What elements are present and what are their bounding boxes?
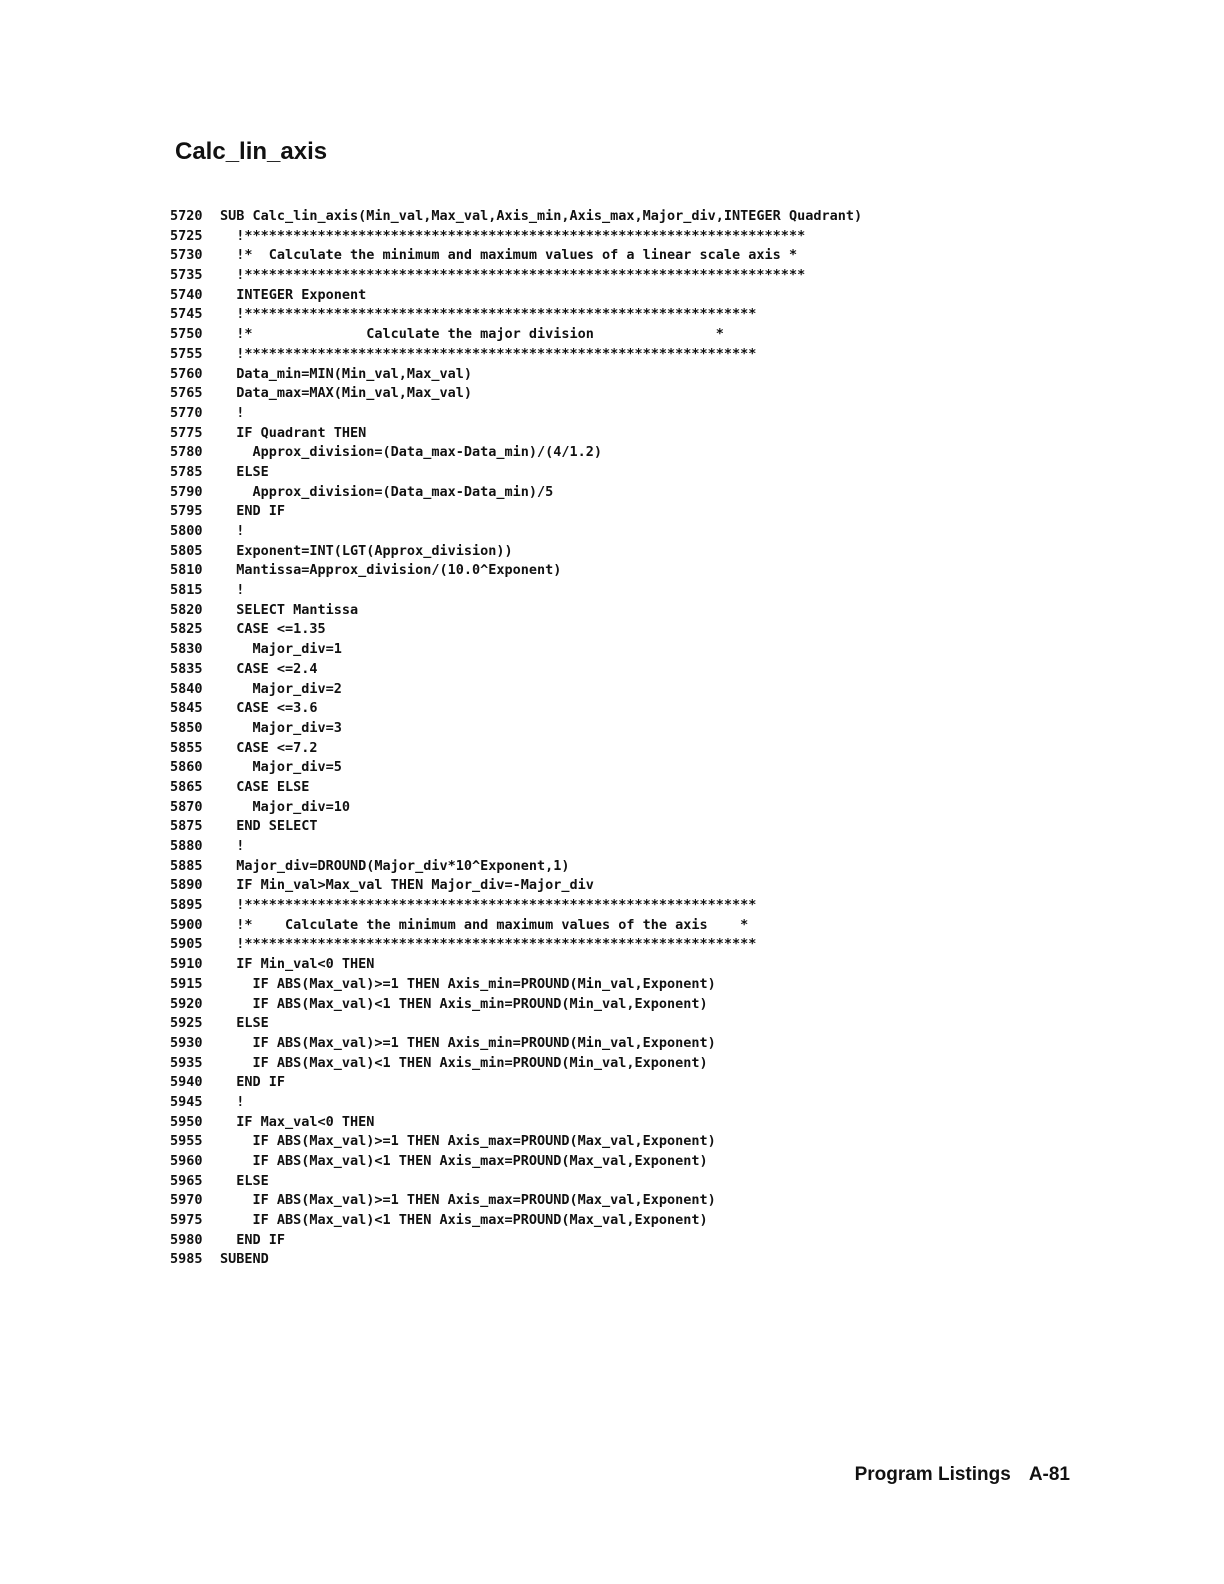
code-line bbox=[170, 542, 930, 562]
code-line bbox=[170, 246, 930, 266]
line-number: 5860 bbox=[170, 759, 203, 776]
line-code: Major_div=5 bbox=[220, 759, 342, 776]
line-number: 5960 bbox=[170, 1153, 203, 1169]
line-code: Approx_division=(Data_max-Data_min)/5 bbox=[220, 483, 554, 500]
line-code: END SELECT bbox=[220, 818, 318, 835]
line-code: IF ABS(Max_val)<1 THEN Axis_max=PROUND(Max_val,Exponent) bbox=[220, 1153, 708, 1169]
line-code: Major_div=3 bbox=[220, 719, 342, 736]
line-code: IF ABS(Max_val)>=1 THEN Axis_max=PROUND(Max_val,Exponent) bbox=[220, 1192, 716, 1209]
code-line bbox=[170, 502, 930, 522]
line-number: 5800 bbox=[170, 523, 203, 539]
line-number: 5855 bbox=[170, 739, 203, 756]
code-line bbox=[170, 345, 930, 365]
line-number: 5870 bbox=[170, 798, 203, 815]
line-number: 5750 bbox=[170, 326, 203, 343]
code-line bbox=[170, 739, 930, 759]
line-number: 5920 bbox=[170, 995, 203, 1012]
code-line bbox=[170, 443, 930, 463]
line-number: 5980 bbox=[170, 1231, 203, 1248]
line-code: Mantissa=Approx_division/(10.0^Exponent) bbox=[220, 562, 562, 579]
code-line bbox=[170, 266, 930, 286]
line-number: 5775 bbox=[170, 424, 203, 441]
line-number: 5910 bbox=[170, 956, 203, 973]
line-code: !*************************************************************** bbox=[220, 345, 757, 362]
code-line bbox=[170, 1014, 930, 1034]
code-line bbox=[170, 424, 930, 444]
line-number: 5970 bbox=[170, 1192, 203, 1209]
line-number: 5905 bbox=[170, 936, 203, 953]
line-number: 5965 bbox=[170, 1172, 203, 1189]
code-line bbox=[170, 995, 930, 1015]
line-number: 5915 bbox=[170, 975, 203, 992]
line-number: 5835 bbox=[170, 660, 203, 677]
line-code: Data_max=MAX(Min_val,Max_val) bbox=[220, 385, 472, 402]
line-number: 5930 bbox=[170, 1034, 203, 1051]
line-number: 5760 bbox=[170, 365, 203, 382]
line-number: 5875 bbox=[170, 818, 203, 835]
code-line bbox=[170, 601, 930, 621]
line-number: 5795 bbox=[170, 503, 203, 520]
line-code: ! bbox=[220, 582, 245, 599]
line-number: 5745 bbox=[170, 306, 203, 323]
line-code: !*************************************************************** bbox=[220, 897, 757, 914]
line-number: 5865 bbox=[170, 778, 203, 795]
line-number: 5895 bbox=[170, 897, 203, 914]
code-line bbox=[170, 522, 930, 542]
page-title: Calc_lin_axis bbox=[175, 138, 328, 165]
code-line bbox=[170, 561, 930, 581]
line-code: !********************************************************************* bbox=[220, 267, 806, 284]
code-line bbox=[170, 817, 930, 837]
line-code: ! bbox=[220, 838, 245, 854]
line-code: INTEGER Exponent bbox=[220, 286, 367, 303]
page-footer bbox=[855, 1464, 1070, 1486]
line-code: !*************************************************************** bbox=[220, 306, 757, 323]
code-line bbox=[170, 758, 930, 778]
code-line bbox=[170, 1073, 930, 1093]
line-code: ELSE bbox=[220, 463, 269, 480]
code-line bbox=[170, 227, 930, 247]
line-number: 5785 bbox=[170, 463, 203, 480]
line-number: 5810 bbox=[170, 562, 203, 579]
code-line bbox=[170, 1034, 930, 1054]
line-code: ! bbox=[220, 404, 245, 421]
line-number: 5725 bbox=[170, 227, 203, 244]
line-number: 5770 bbox=[170, 404, 203, 421]
line-number: 5790 bbox=[170, 483, 203, 500]
line-number: 5955 bbox=[170, 1133, 203, 1150]
line-number: 5805 bbox=[170, 542, 203, 559]
line-code: IF ABS(Max_val)>=1 THEN Axis_max=PROUND(Max_val,Exponent) bbox=[220, 1133, 716, 1150]
code-line bbox=[170, 778, 930, 798]
code-line bbox=[170, 1211, 930, 1231]
line-number: 5845 bbox=[170, 700, 203, 717]
line-code: Data_min=MIN(Min_val,Max_val) bbox=[220, 365, 472, 382]
line-number: 5730 bbox=[170, 247, 203, 264]
line-code: IF Min_val>Max_val THEN Major_div=-Major_div bbox=[220, 877, 594, 894]
line-code: END IF bbox=[220, 1231, 286, 1248]
code-line bbox=[170, 581, 930, 601]
code-line bbox=[170, 660, 930, 680]
code-line bbox=[170, 463, 930, 483]
code-line bbox=[170, 680, 930, 700]
line-number: 5765 bbox=[170, 385, 203, 402]
line-code: !* Calculate the minimum and maximum values of the axis * bbox=[220, 916, 749, 933]
line-code: IF ABS(Max_val)<1 THEN Axis_max=PROUND(Max_val,Exponent) bbox=[220, 1212, 708, 1229]
line-number: 5830 bbox=[170, 641, 203, 658]
line-number: 5780 bbox=[170, 444, 203, 461]
line-number: 5720 bbox=[170, 208, 203, 224]
line-code: IF ABS(Max_val)<1 THEN Axis_min=PROUND(Min_val,Exponent) bbox=[220, 1054, 708, 1071]
code-line bbox=[170, 975, 930, 995]
line-code: ! bbox=[220, 523, 245, 539]
code-line bbox=[170, 837, 930, 857]
line-number: 5885 bbox=[170, 857, 203, 874]
code-line bbox=[170, 1231, 930, 1251]
code-line bbox=[170, 384, 930, 404]
program-listing bbox=[170, 207, 930, 1270]
line-code: Major_div=1 bbox=[220, 641, 342, 658]
line-number: 5755 bbox=[170, 345, 203, 362]
line-code: IF Max_val<0 THEN bbox=[220, 1113, 375, 1130]
line-code: ELSE bbox=[220, 1015, 269, 1032]
line-number: 5935 bbox=[170, 1054, 203, 1071]
line-number: 5940 bbox=[170, 1074, 203, 1091]
code-line bbox=[170, 1191, 930, 1211]
line-number: 5945 bbox=[170, 1093, 203, 1110]
code-line bbox=[170, 719, 930, 739]
line-code: CASE ELSE bbox=[220, 778, 310, 795]
line-number: 5925 bbox=[170, 1015, 203, 1032]
code-line bbox=[170, 483, 930, 503]
code-line bbox=[170, 325, 930, 345]
line-number: 5900 bbox=[170, 916, 203, 933]
code-line bbox=[170, 404, 930, 424]
code-line bbox=[170, 1250, 930, 1270]
line-number: 5740 bbox=[170, 286, 203, 303]
code-line bbox=[170, 935, 930, 955]
line-code: IF ABS(Max_val)<1 THEN Axis_min=PROUND(Min_val,Exponent) bbox=[220, 995, 708, 1012]
line-code: !* Calculate the minimum and maximum values of a linear scale axis * bbox=[220, 247, 798, 264]
line-code: IF Quadrant THEN bbox=[220, 424, 367, 441]
line-number: 5840 bbox=[170, 680, 203, 697]
code-line bbox=[170, 798, 930, 818]
code-line bbox=[170, 699, 930, 719]
line-number: 5975 bbox=[170, 1212, 203, 1229]
line-code: CASE <=1.35 bbox=[220, 621, 326, 638]
code-line bbox=[170, 955, 930, 975]
code-line bbox=[170, 365, 930, 385]
code-line bbox=[170, 305, 930, 325]
code-line bbox=[170, 1113, 930, 1133]
code-line bbox=[170, 1132, 930, 1152]
line-number: 5820 bbox=[170, 601, 203, 618]
line-code: SUBEND bbox=[220, 1251, 269, 1268]
line-code: CASE <=3.6 bbox=[220, 700, 318, 717]
line-code: IF ABS(Max_val)>=1 THEN Axis_min=PROUND(Min_val,Exponent) bbox=[220, 1034, 716, 1051]
code-line bbox=[170, 1152, 930, 1172]
line-code: END IF bbox=[220, 1074, 286, 1091]
line-code: Approx_division=(Data_max-Data_min)/(4/1.2) bbox=[220, 444, 603, 461]
code-line bbox=[170, 1172, 930, 1192]
line-number: 5850 bbox=[170, 719, 203, 736]
line-code: IF Min_val<0 THEN bbox=[220, 956, 375, 973]
line-number: 5880 bbox=[170, 838, 203, 854]
page-number: A-81 bbox=[1028, 1464, 1070, 1485]
line-number: 5825 bbox=[170, 621, 203, 638]
line-code: Major_div=DROUND(Major_div*10^Exponent,1) bbox=[220, 857, 570, 874]
code-line bbox=[170, 876, 930, 896]
code-line bbox=[170, 286, 930, 306]
footer-section-title: Program Listings bbox=[854, 1464, 1011, 1485]
line-number: 5950 bbox=[170, 1113, 203, 1130]
line-code: END IF bbox=[220, 503, 286, 520]
code-line bbox=[170, 1093, 930, 1113]
line-code: CASE <=7.2 bbox=[220, 739, 318, 756]
line-code: !********************************************************************* bbox=[220, 227, 806, 244]
line-code: SUB Calc_lin_axis(Min_val,Max_val,Axis_min,Axis_max,Major_div,INTEGER Quadrant) bbox=[220, 208, 863, 224]
line-code: !*************************************************************** bbox=[220, 936, 757, 953]
line-number: 5735 bbox=[170, 267, 203, 284]
line-code: Major_div=2 bbox=[220, 680, 342, 697]
code-line bbox=[170, 207, 930, 227]
line-number: 5985 bbox=[170, 1251, 203, 1268]
code-line bbox=[170, 1054, 930, 1074]
code-line bbox=[170, 620, 930, 640]
line-code: IF ABS(Max_val)>=1 THEN Axis_min=PROUND(Min_val,Exponent) bbox=[220, 975, 716, 992]
code-line bbox=[170, 857, 930, 877]
code-line bbox=[170, 916, 930, 936]
line-code: !* Calculate the major division * bbox=[220, 326, 724, 343]
line-number: 5815 bbox=[170, 582, 203, 599]
line-code: Exponent=INT(LGT(Approx_division)) bbox=[220, 542, 513, 559]
line-number: 5890 bbox=[170, 877, 203, 894]
line-code: ELSE bbox=[220, 1172, 269, 1189]
code-line bbox=[170, 896, 930, 916]
line-code: SELECT Mantissa bbox=[220, 601, 359, 618]
line-code: CASE <=2.4 bbox=[220, 660, 318, 677]
line-code: ! bbox=[220, 1093, 245, 1110]
code-line bbox=[170, 640, 930, 660]
line-code: Major_div=10 bbox=[220, 798, 351, 815]
